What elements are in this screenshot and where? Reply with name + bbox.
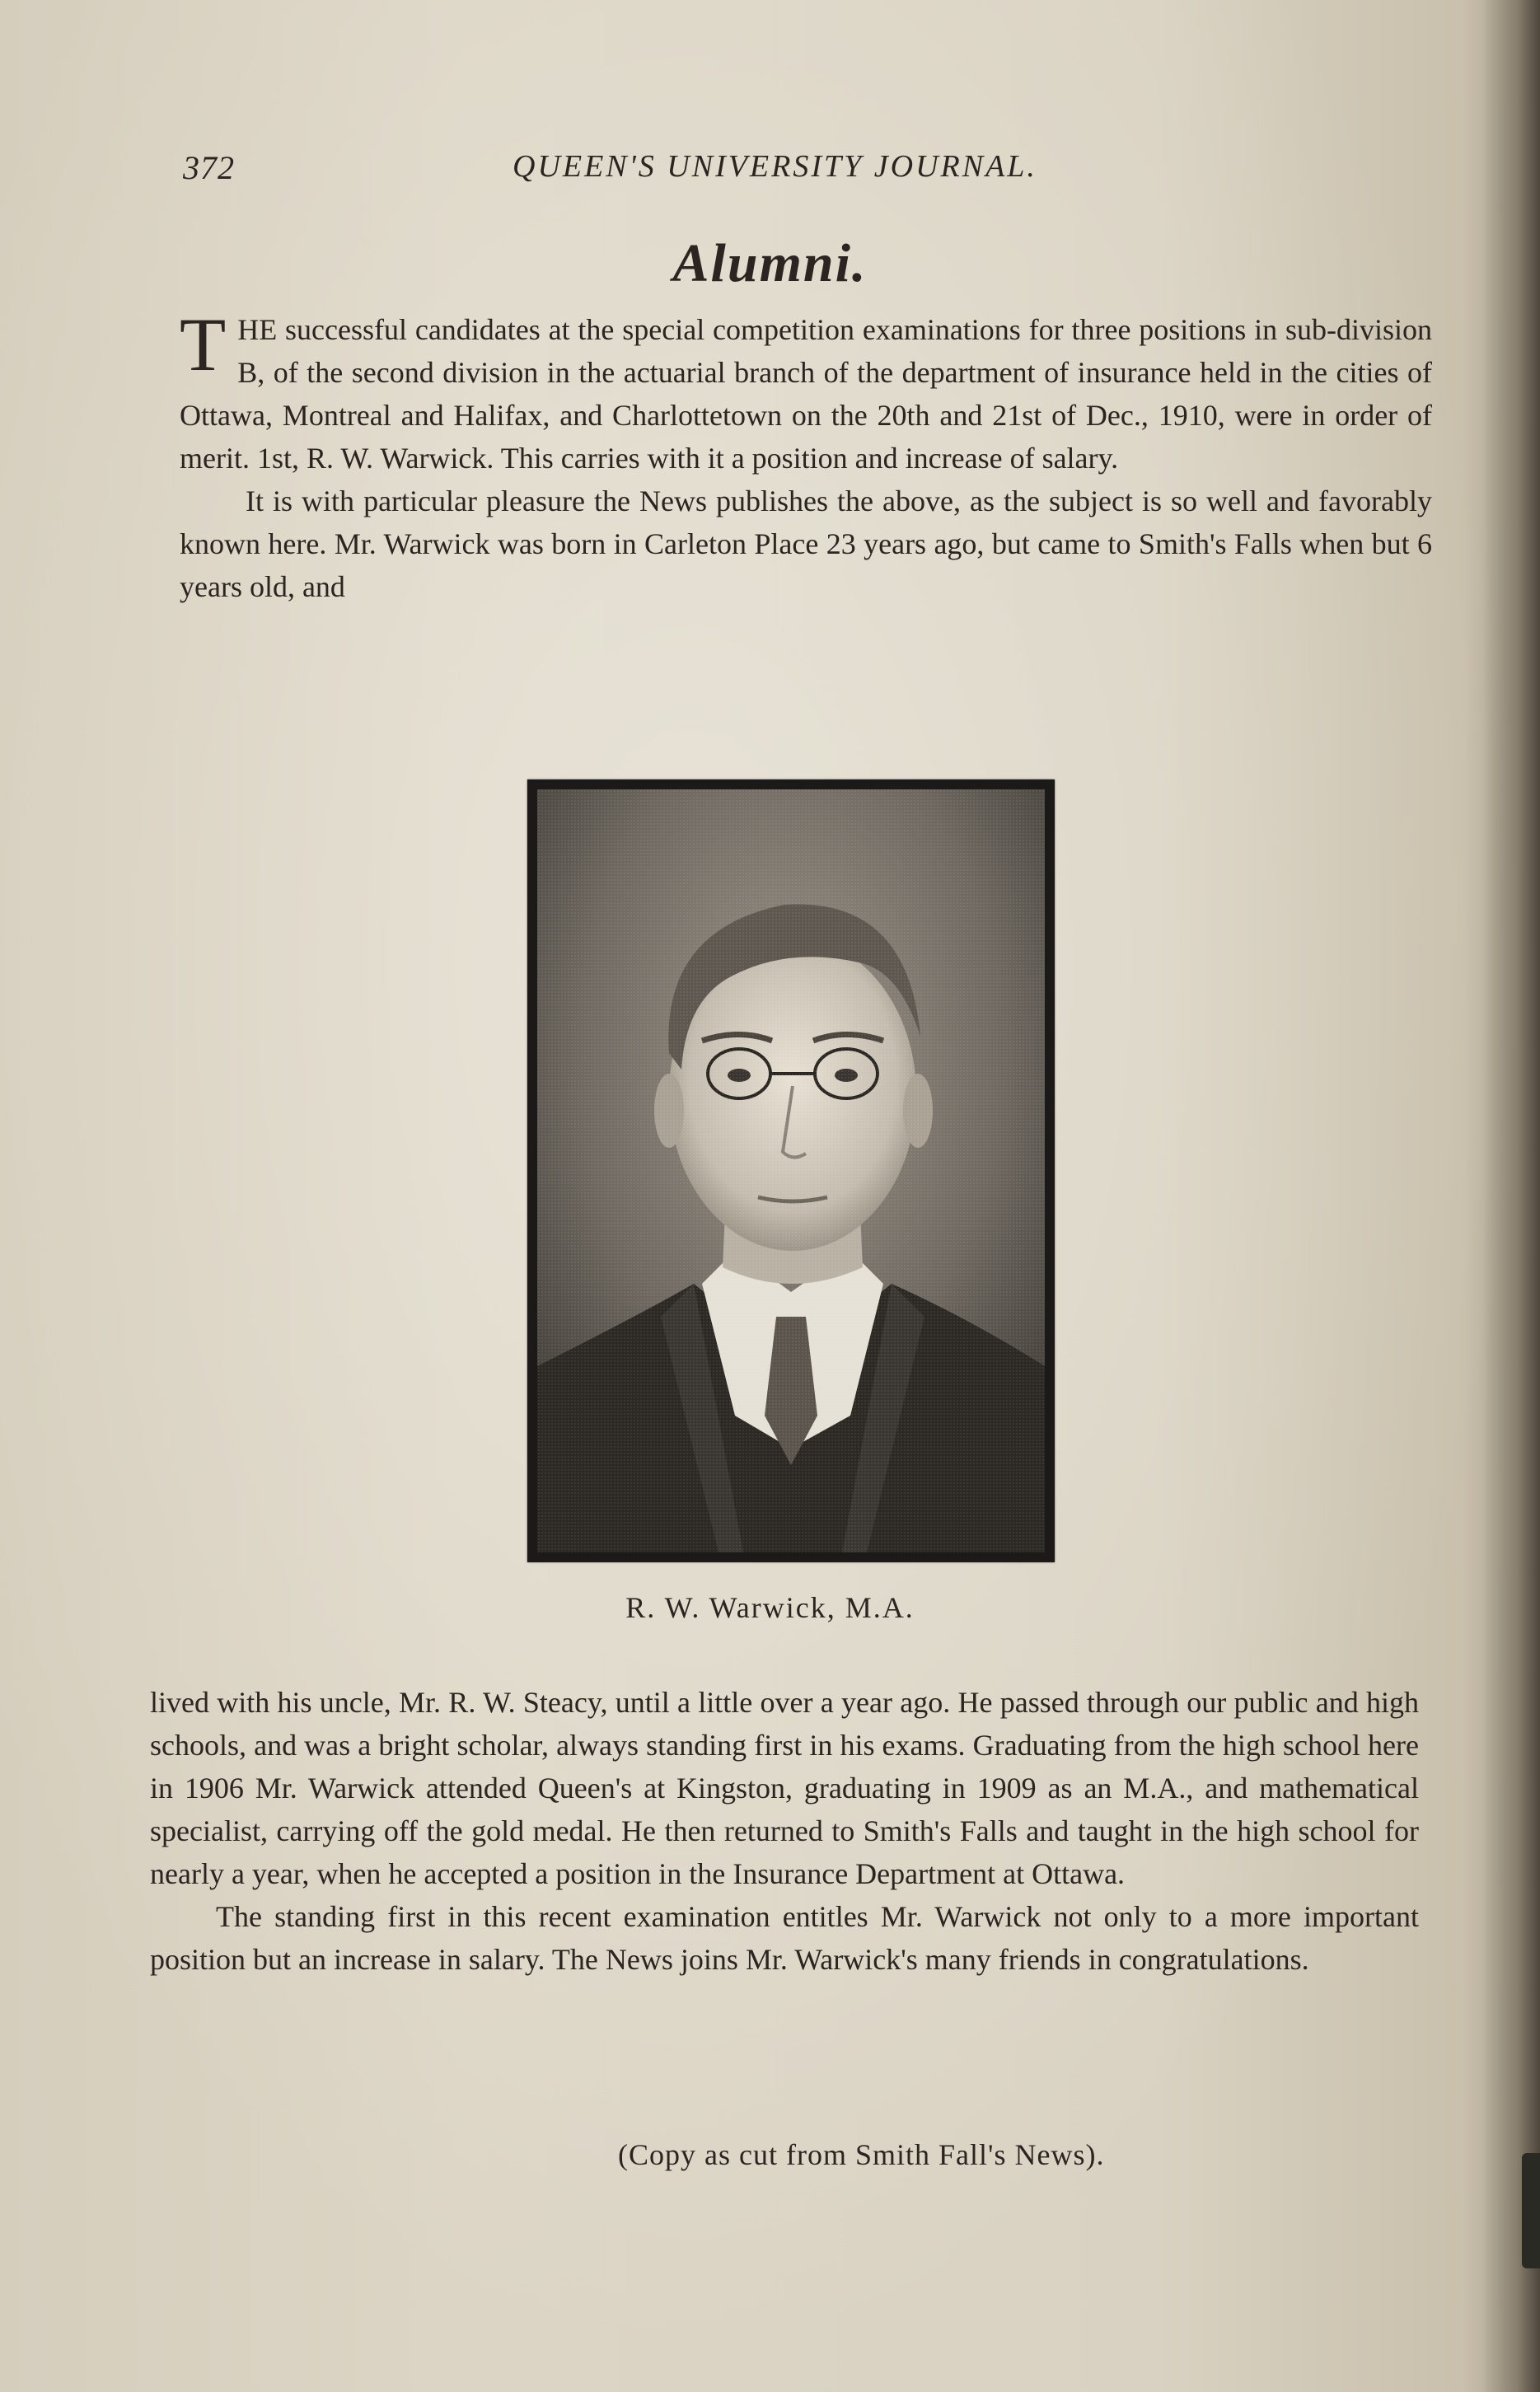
journal-title: QUEEN'S UNIVERSITY JOURNAL. [513, 149, 1037, 184]
photo-caption: R. W. Warwick, M.A. [625, 1591, 915, 1624]
running-head [183, 148, 1435, 198]
paragraph-1 [180, 302, 1432, 480]
paragraph-2: It is with particular pleasure the News publishes the above, as the subject is so well and favorably known here. Mr. Warwick was born in Carleton Place 23 years ago, but came to Smith's Falls when but 6 years old, and [180, 484, 1432, 603]
binding-mark [1522, 2153, 1540, 2268]
paragraph-4: The standing first in this recent examination entitles Mr. Warwick not only to a more important position but an increase in salary. The News joins Mr. Warwick's many friends in congratulations. [150, 1900, 1419, 1976]
drop-cap: T [180, 302, 227, 386]
source-credit: (Copy as cut from Smith Fall's News). [618, 2138, 1105, 2171]
portrait-photo [527, 779, 1055, 1562]
article-bottom [150, 1681, 1419, 1981]
book-gutter-shadow [1482, 0, 1540, 2392]
paragraph-3: lived with his uncle, Mr. R. W. Steacy, until a little over a year ago. He passed through our public and high schools, and was a bright scholar, always standing first in his exams. Graduating from the high school here in 1906 Mr. Warwick attended Queen's at Kingston, graduating in 1909 as an M.A., and mathematical specialist, carrying off the gold medal. He then returned to Smith's Falls and taught in the high school for nearly a year, when he accepted a position in the Insurance Department at Ottawa. [150, 1686, 1419, 1890]
portrait-image [537, 789, 1045, 1552]
section-title: Alumni. [672, 233, 868, 293]
article-top [180, 302, 1432, 608]
paragraph-1-text: HE successful candidates at the special competition examinations for three positions in sub-division B, of the second division in the actuarial branch of the department of insurance held in the cities of Ottawa, Montreal and Halifax, and Charlottetown on the 20th and 21st of Dec., 1910, were in order of merit. 1st, R. W. Warwick. This carries with it a position and increase of salary. [180, 313, 1432, 475]
page-number: 372 [183, 149, 235, 186]
